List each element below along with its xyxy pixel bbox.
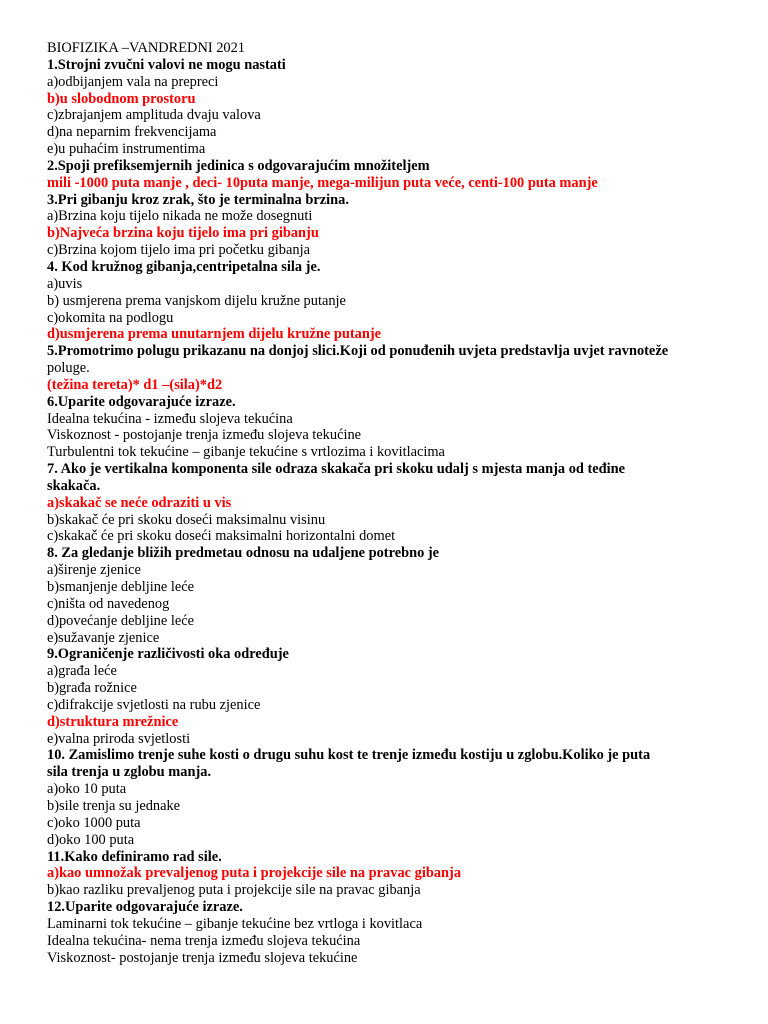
answer-option: b)kao razliku prevaljenog puta i projekcije sile na pravac gibanja <box>47 882 421 899</box>
answer-option: Turbulentni tok tekućine – gibanje tekućine s vrtlozima i kovitlacima <box>47 444 445 461</box>
question-list <box>47 57 747 967</box>
answer-option: a)uvis <box>47 275 83 292</box>
answer-option: e)u puhaćim instrumentima <box>47 141 206 158</box>
answer-option: b)građa rožnice <box>47 680 137 697</box>
question-text: 9.Ograničenje različivosti oka određuje <box>47 646 289 663</box>
answer-option: a)odbijanjem vala na prepreci <box>47 73 219 90</box>
correct-answer: a)kao umnožak prevaljenog puta i projekcije sile na pravac gibanja <box>47 865 462 882</box>
document-title: BIOFIZIKA –VANDREDNI 2021 <box>47 40 246 56</box>
question-text: 8. Za gledanje bližih predmetau odnosu na udaljene potrebno je <box>47 545 440 562</box>
answer-option: Idealna tekućina - između slojeva tekućina <box>47 410 293 427</box>
answer-option: Viskoznost- postojanje trenja između slojeva tekućine <box>47 949 358 966</box>
question-text: sila trenja u zglobu manja. <box>47 764 212 781</box>
correct-answer: d)struktura mrežnice <box>47 713 179 730</box>
answer-option: b)skakač će pri skoku doseći maksimalnu visinu <box>47 511 326 528</box>
correct-answer: b)Najveća brzina koju tijelo ima pri gibanju <box>47 225 319 242</box>
answer-option: c)skakač će pri skoku doseći maksimalni horizontalni domet <box>47 528 396 545</box>
answer-option: d)povećanje debljine leće <box>47 612 195 629</box>
correct-answer: a)skakač se neće odraziti u vis <box>47 494 232 511</box>
correct-answer: mili -1000 puta manje , deci- 10puta manje, mega-milijun puta veće, centi-100 puta manje <box>47 174 598 191</box>
answer-option: poluge. <box>47 360 90 377</box>
correct-answer: d)usmjerena prema unutarnjem dijelu kružne putanje <box>47 326 382 343</box>
question-text: 4. Kod kružnog gibanja,centripetalna sila je. <box>47 258 321 275</box>
answer-option: b) usmjerena prema vanjskom dijelu kružne putanje <box>47 292 346 309</box>
answer-option: e)valna priroda svjetlosti <box>47 730 191 747</box>
answer-option: c)zbrajanjem amplituda dvaju valova <box>47 107 261 124</box>
question-text: skakača. <box>47 477 101 494</box>
answer-option: a)građa leće <box>47 663 117 680</box>
question-text: 10. Zamislimo trenje suhe kosti o drugu suhu kost te trenje između kostiju u zglobu.Koliko je puta <box>47 747 651 764</box>
question-text: 11.Kako definiramo rad sile. <box>47 848 222 865</box>
question-text: 3.Pri gibanju kroz zrak, što je terminalna brzina. <box>47 191 349 208</box>
question-text: 2.Spoji prefiksemjernih jedinica s odgovarajućim množiteljem <box>47 157 430 174</box>
answer-option: a)oko 10 puta <box>47 781 127 798</box>
answer-option: Viskoznost - postojanje trenja između slojeva tekućine <box>47 427 362 444</box>
answer-option: a)širenje zjenice <box>47 562 141 579</box>
question-text: 6.Uparite odgovarajuće izraze. <box>47 393 236 410</box>
correct-answer: (težina tereta)* d1 –(sila)*d2 <box>47 376 223 393</box>
answer-option: d)na neparnim frekvencijama <box>47 124 217 141</box>
answer-option: b)smanjenje debljine leće <box>47 579 195 595</box>
answer-option: Idealna tekućina- nema trenja između slojeva tekućina <box>47 932 361 949</box>
question-text: 1.Strojni zvučni valovi ne mogu nastati <box>47 56 286 73</box>
answer-option: c)difrakcije svjetlosti na rubu zjenice <box>47 696 261 713</box>
exam-document <box>47 40 747 966</box>
answer-option: e)sužavanje zjenice <box>47 629 160 646</box>
answer-option: d)oko 100 puta <box>47 831 135 848</box>
answer-option: c)Brzina kojom tijelo ima pri početku gibanja <box>47 242 310 259</box>
question-text: 7. Ako je vertikalna komponenta sile odraza skakača pri skoku udalj s mjesta manja od teđine <box>47 461 626 478</box>
answer-option: c)ništa od navedenog <box>47 595 170 612</box>
question-text: 12.Uparite odgovarajuće izraze. <box>47 899 243 916</box>
answer-option: b)sile trenja su jednake <box>47 797 181 814</box>
answer-option: Laminarni tok tekućine – gibanje tekućine bez vrtloga i kovitlaca <box>47 915 423 932</box>
answer-option: a)Brzina koju tijelo nikada ne može dosegnuti <box>47 208 313 225</box>
answer-option: c)okomita na podlogu <box>47 309 174 326</box>
question-text: 5.Promotrimo polugu prikazanu na donjoj slici.Koji od ponuđenih uvjeta predstavlja uvjet ravnoteže <box>47 343 669 360</box>
correct-answer: b)u slobodnom prostoru <box>47 90 196 107</box>
answer-option: c)oko 1000 puta <box>47 814 141 831</box>
